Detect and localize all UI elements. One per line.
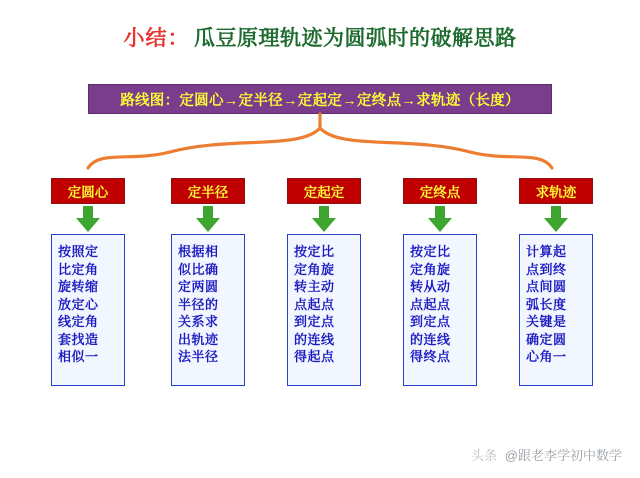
step-1-line-5: 线定角 [58,314,99,329]
step-2-line-3: 定两圆 [178,279,219,294]
step-3-header-label: 定起定 [303,185,345,200]
page-title-main: 瓜豆原理轨迹为圆弧时的破解思路 [193,27,517,50]
arrow-down-icon-2 [196,206,220,232]
step-1-header-label: 定圆心 [67,185,109,200]
step-3-line-3: 转主动 [294,279,335,294]
step-1-line-1: 按照定 [58,244,99,259]
step-4-line-7: 得终点 [410,349,451,364]
step-5-line-6: 确定圆 [526,331,567,347]
step-5-line-4: 弧长度 [526,296,567,312]
step-4-header [403,178,477,204]
step-3-line-5: 到定点 [294,314,335,329]
step-4-line-3: 转从动 [410,279,451,294]
step-3-line-2: 定角旋 [294,261,335,277]
route-map-banner [88,84,552,114]
step-5-line-2: 点到终 [526,261,567,277]
step-5-line-5: 关键是 [526,314,567,329]
connector-right-branch [320,128,552,168]
step-2-line-6: 出轨迹 [178,331,219,347]
toutiao-logo-icon: 头条 [471,448,498,463]
step-column-5 [519,178,593,364]
step-2-line-1: 根据相 [178,244,219,259]
green-arrows [76,206,568,232]
step-4-line-1: 按定比 [410,244,451,259]
step-2-header-label: 定半径 [187,185,229,200]
step-4-line-4: 点起点 [410,296,451,312]
step-column-3 [287,178,361,364]
step-2-line-4: 半径的 [178,296,219,312]
page-title [0,22,640,52]
step-4-line-6: 的连线 [410,331,451,347]
step-1-line-3: 旋转缩 [58,279,99,294]
step-2-body [171,234,245,386]
step-3-line-1: 按定比 [294,244,335,259]
step-5-header-label: 求轨迹 [535,185,577,200]
arrow-down-icon-1 [76,206,100,232]
step-3-header [287,178,361,204]
step-1-line-4: 放定心 [58,296,99,312]
step-1-header [51,178,125,204]
watermark-text: @跟老李学初中数学 [504,448,622,463]
step-3-line-7: 得起点 [294,349,335,364]
step-column-2 [171,178,245,364]
step-5-line-7: 心角一 [526,349,567,364]
step-2-header [171,178,245,204]
step-2-line-2: 似比确 [178,261,219,277]
arrow-down-icon-4 [428,206,452,232]
step-2-line-7: 法半径 [178,349,219,364]
step-4-line-5: 到定点 [410,314,451,329]
page-title-prefix: 小结： [123,27,190,50]
step-5-line-1: 计算起 [526,244,567,259]
step-3-body [287,234,361,386]
step-4-header-label: 定终点 [419,185,461,200]
arrow-down-icon-3 [312,206,336,232]
step-1-line-2: 比定角 [58,261,99,277]
step-5-header [519,178,593,204]
step-4-body [403,234,477,386]
step-1-line-7: 相似一 [58,349,99,364]
step-column-4 [403,178,477,364]
step-5-line-3: 点间圆 [526,279,567,294]
step-column-1 [51,178,125,364]
watermark [471,445,622,464]
arrow-down-icon-5 [544,206,568,232]
step-1-body [51,234,125,386]
step-3-line-6: 的连线 [294,331,335,347]
step-1-line-6: 套找造 [58,331,99,347]
connector-left-branch [88,128,320,168]
route-map-label: 路线图：定圆心→定半径→定起定→定终点→求轨迹（长度） [120,92,520,109]
step-4-line-2: 定角旋 [410,261,451,277]
step-5-body [519,234,593,386]
step-2-line-5: 关系求 [178,314,219,329]
step-3-line-4: 点起点 [294,296,335,312]
